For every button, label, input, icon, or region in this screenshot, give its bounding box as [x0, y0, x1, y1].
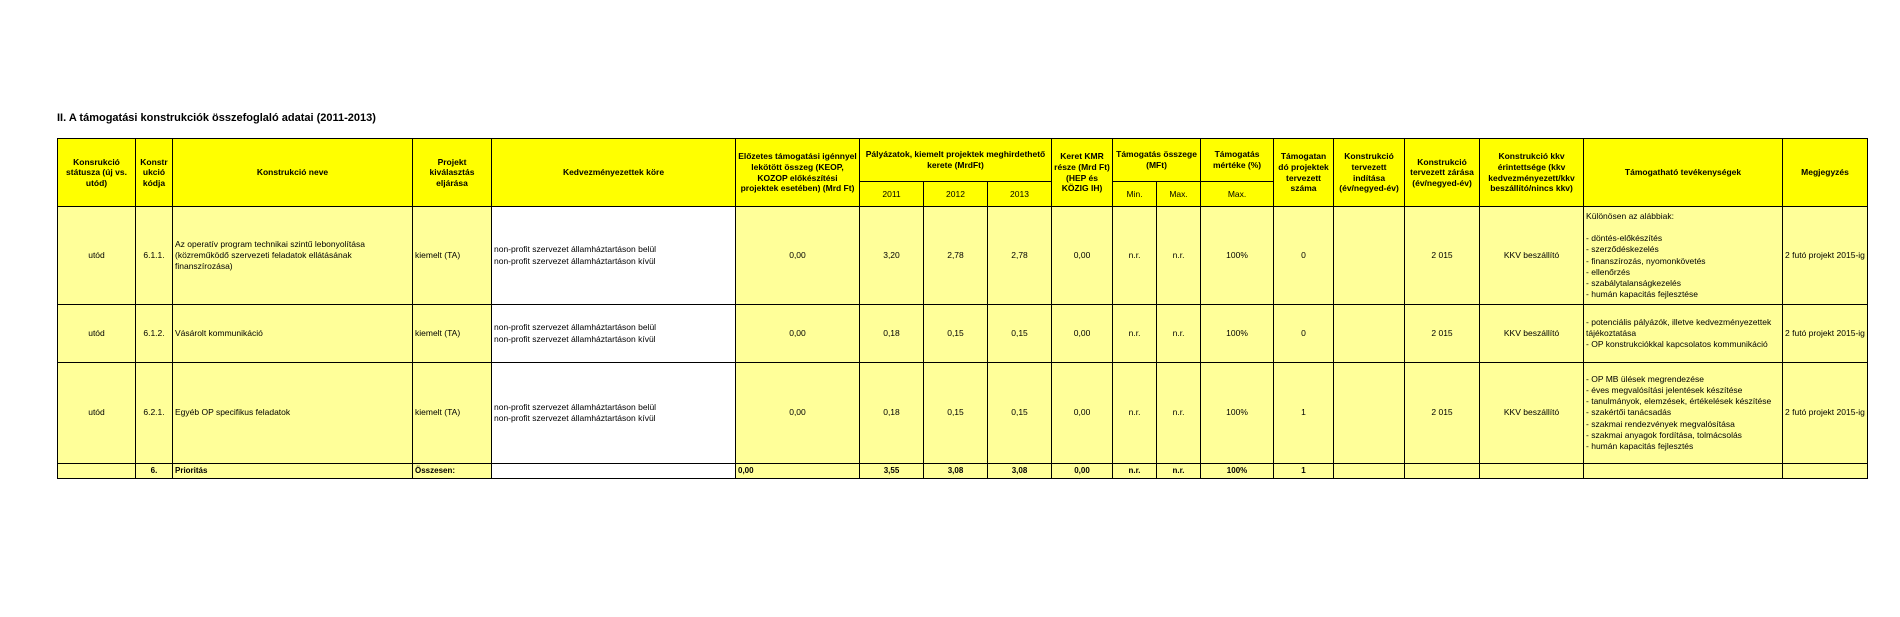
total-min: n.r. [1113, 464, 1157, 479]
cell-2013: 0,15 [988, 363, 1052, 464]
total-2011: 3,55 [860, 464, 924, 479]
cell-sme: KKV beszállító [1480, 207, 1584, 305]
header-calls: Pályázatok, kiemelt projektek meghirdethető kerete (MrdFt) [860, 139, 1052, 182]
header-2012: 2012 [924, 182, 988, 207]
cell-rate: 100% [1201, 305, 1274, 363]
header-close: Konstrukció tervezett zárása (év/negyed-év) [1405, 139, 1480, 207]
cell-max: n.r. [1157, 207, 1201, 305]
cell-name: Az operatív program technikai szintű lebonyolítása (közreműködő szervezeti feladatok ellátásának finanszírozása) [173, 207, 413, 305]
cell-selection: kiemelt (TA) [413, 305, 492, 363]
cell-kmr: 0,00 [1052, 363, 1113, 464]
cell-activities: - potenciális pályázók, illetve kedvezményezettek tájékoztatása - OP konstrukciókkal kapcsolatos kommunikáció [1584, 305, 1783, 363]
cell-note: 2 futó projekt 2015-ig [1783, 207, 1868, 305]
cell-projects: 0 [1274, 305, 1334, 363]
cell-activities: Különösen az alábbiak: - döntés-előkészítés - szerződéskezelés - finanszírozás, nyomonkövetés - ellenőrzés - szabálytalanságkezelés - humán kapacitás fejlesztése [1584, 207, 1783, 305]
cell-max: n.r. [1157, 305, 1201, 363]
cell-close: 2 015 [1405, 207, 1480, 305]
cell-start [1334, 363, 1405, 464]
header-projects: Támogatan dó projektek tervezett száma [1274, 139, 1334, 207]
total-activities [1584, 464, 1783, 479]
total-rate: 100% [1201, 464, 1274, 479]
page-title: II. A támogatási konstrukciók összefoglaló adatai (2011-2013) [57, 112, 376, 124]
header-prior-amount: Előzetes támogatási igénnyel lekötött összeg (KEOP, KOZOP előkészítési projektek esetében) (Mrd Ft) [736, 139, 860, 207]
total-close [1405, 464, 1480, 479]
construction-summary-table [57, 138, 1868, 479]
header-sme: Konstrukció kkv érintettsége (kkv kedvezményezett/kkv beszállító/nincs kkv) [1480, 139, 1584, 207]
cell-code: 6.1.1. [136, 207, 173, 305]
cell-prior-amount: 0,00 [736, 363, 860, 464]
header-max: Max. [1157, 182, 1201, 207]
cell-code: 6.2.1. [136, 363, 173, 464]
cell-start [1334, 305, 1405, 363]
cell-projects: 0 [1274, 207, 1334, 305]
cell-note: 2 futó projekt 2015-ig [1783, 305, 1868, 363]
cell-2011: 3,20 [860, 207, 924, 305]
header-selection: Projekt kiválasztás eljárása [413, 139, 492, 207]
cell-2011: 0,18 [860, 305, 924, 363]
header-row-1 [58, 139, 1868, 182]
header-start: Konstrukció tervezett indítása (év/negyed-év) [1334, 139, 1405, 207]
total-2013: 3,08 [988, 464, 1052, 479]
header-min: Min. [1113, 182, 1157, 207]
total-status [58, 464, 136, 479]
total-code: 6. [136, 464, 173, 479]
cell-max: n.r. [1157, 363, 1201, 464]
cell-rate: 100% [1201, 207, 1274, 305]
header-activities: Támogatható tevékenységek [1584, 139, 1783, 207]
cell-rate: 100% [1201, 363, 1274, 464]
cell-kmr: 0,00 [1052, 305, 1113, 363]
cell-status: utód [58, 305, 136, 363]
total-projects: 1 [1274, 464, 1334, 479]
total-note [1783, 464, 1868, 479]
cell-code: 6.1.2. [136, 305, 173, 363]
cell-sme: KKV beszállító [1480, 305, 1584, 363]
header-status: Konsrukció státusza (új vs. utód) [58, 139, 136, 207]
cell-2012: 0,15 [924, 305, 988, 363]
cell-2011: 0,18 [860, 363, 924, 464]
total-label: Prioritás [173, 464, 413, 479]
header-name: Konstrukció neve [173, 139, 413, 207]
total-start [1334, 464, 1405, 479]
cell-min: n.r. [1113, 305, 1157, 363]
table-row [58, 363, 1868, 464]
header-rate-max: Max. [1201, 182, 1274, 207]
cell-2012: 2,78 [924, 207, 988, 305]
cell-status: utód [58, 363, 136, 464]
cell-2013: 2,78 [988, 207, 1052, 305]
cell-2013: 0,15 [988, 305, 1052, 363]
cell-2012: 0,15 [924, 363, 988, 464]
cell-start [1334, 207, 1405, 305]
cell-min: n.r. [1113, 207, 1157, 305]
cell-min: n.r. [1113, 363, 1157, 464]
cell-beneficiaries: non-profit szervezet államháztartáson belül non-profit szervezet államháztartáson kívül [492, 363, 736, 464]
header-beneficiaries: Kedvezményezettek köre [492, 139, 736, 207]
cell-activities: - OP MB ülések megrendezése - éves megvalósítási jelentések készítése - tanulmányok, elemzések, értékelések készítése - szakértői tanácsadás - szakmai rendezvények megvalósítása - szakmai anyagok fordítása, tolmácsolás - humán kapacitás fejlesztés [1584, 363, 1783, 464]
cell-kmr: 0,00 [1052, 207, 1113, 305]
cell-prior-amount: 0,00 [736, 207, 860, 305]
header-2011: 2011 [860, 182, 924, 207]
total-sme [1480, 464, 1584, 479]
total-row [58, 464, 1868, 479]
total-kmr: 0,00 [1052, 464, 1113, 479]
cell-note: 2 futó projekt 2015-ig [1783, 363, 1868, 464]
total-sum-label: Összesen: [413, 464, 492, 479]
cell-close: 2 015 [1405, 305, 1480, 363]
header-kmr: Keret KMR része (Mrd Ft) (HEP és KÖZIG IH) [1052, 139, 1113, 207]
cell-sme: KKV beszállító [1480, 363, 1584, 464]
header-support-amount: Támogatás összege (MFt) [1113, 139, 1201, 182]
header-code: Konstr ukció kódja [136, 139, 173, 207]
cell-prior-amount: 0,00 [736, 305, 860, 363]
cell-beneficiaries: non-profit szervezet államháztartáson belül non-profit szervezet államháztartáson kívül [492, 207, 736, 305]
cell-name: Vásárolt kommunikáció [173, 305, 413, 363]
total-prior-amount: 0,00 [736, 464, 860, 479]
cell-beneficiaries: non-profit szervezet államháztartáson belül non-profit szervezet államháztartáson kívül [492, 305, 736, 363]
cell-name: Egyéb OP specifikus feladatok [173, 363, 413, 464]
total-2012: 3,08 [924, 464, 988, 479]
cell-close: 2 015 [1405, 363, 1480, 464]
total-max: n.r. [1157, 464, 1201, 479]
header-support-rate: Támogatás mértéke (%) [1201, 139, 1274, 182]
header-2013: 2013 [988, 182, 1052, 207]
cell-selection: kiemelt (TA) [413, 363, 492, 464]
cell-status: utód [58, 207, 136, 305]
table-row [58, 207, 1868, 305]
header-note: Megjegyzés [1783, 139, 1868, 207]
table-row [58, 305, 1868, 363]
total-beneficiaries [492, 464, 736, 479]
cell-selection: kiemelt (TA) [413, 207, 492, 305]
cell-projects: 1 [1274, 363, 1334, 464]
